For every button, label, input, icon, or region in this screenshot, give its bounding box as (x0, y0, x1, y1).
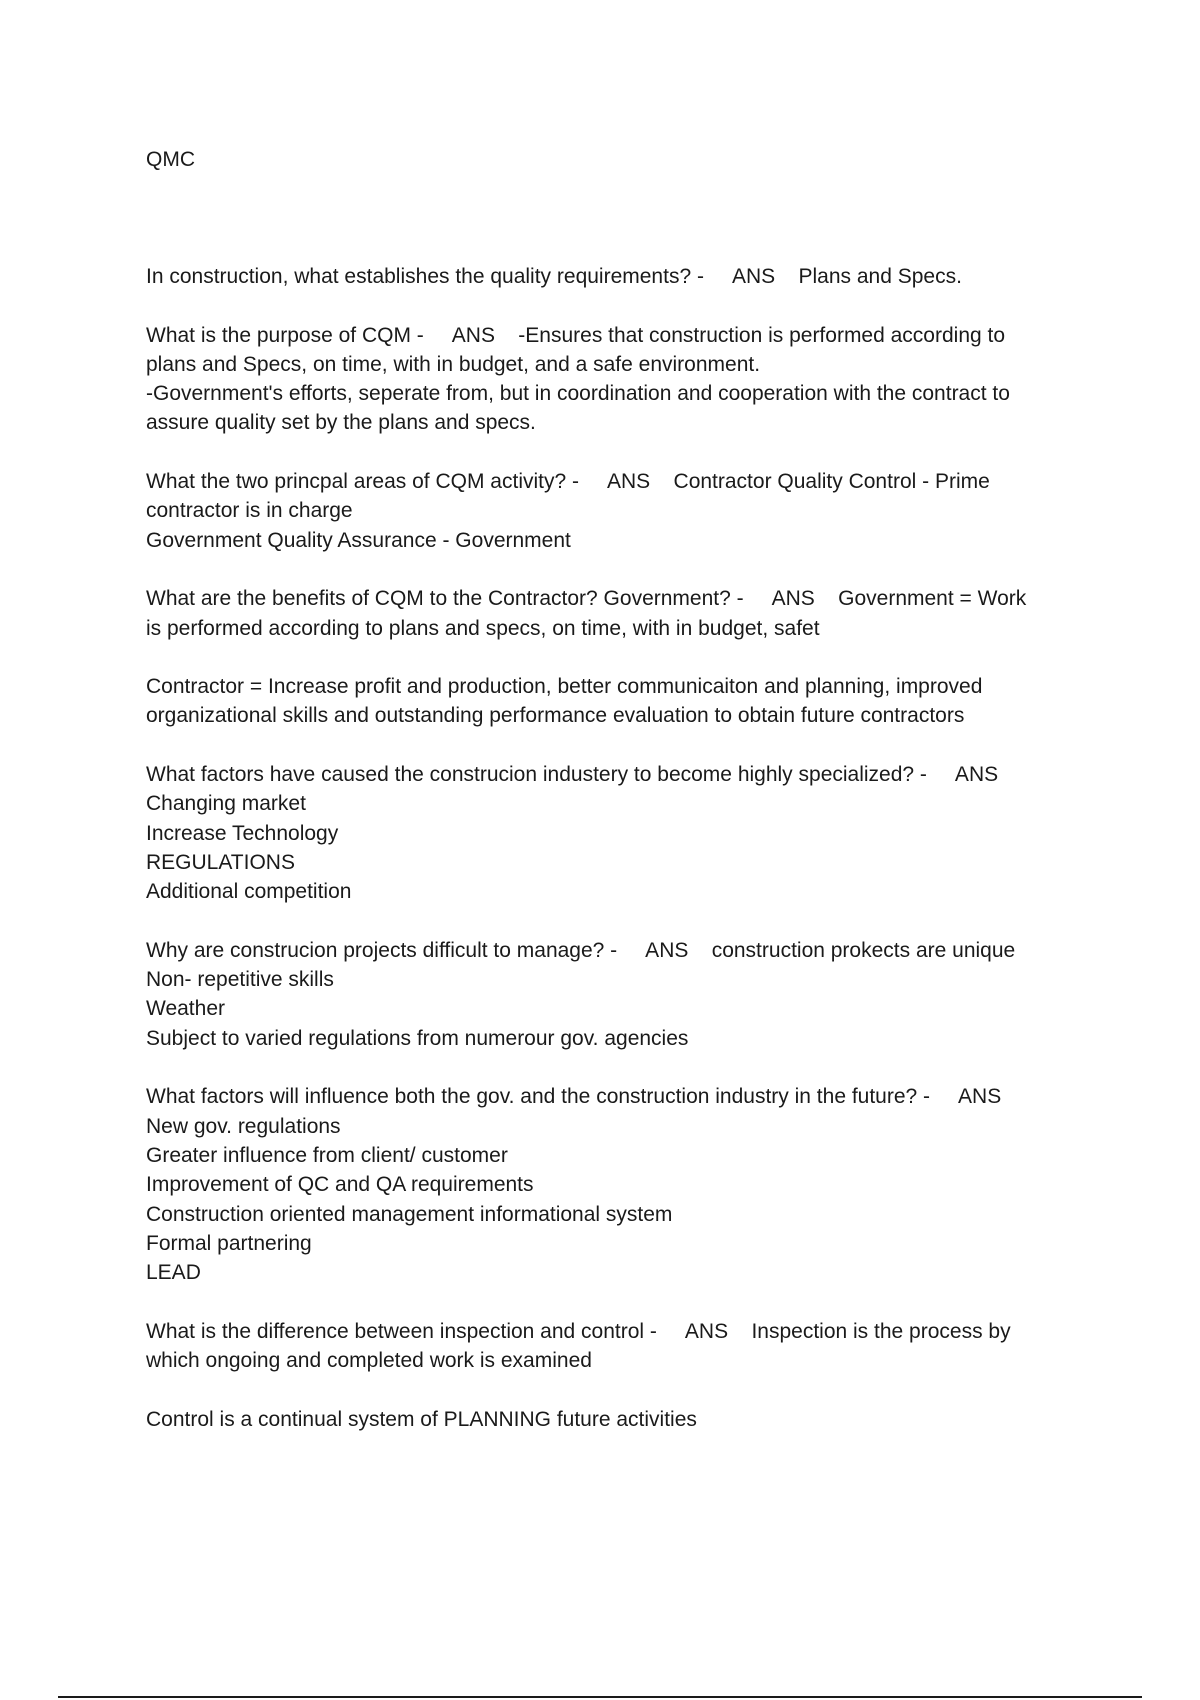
text-line: assure quality set by the plans and specs. (146, 411, 536, 435)
text-line: plans and Specs, on time, with in budget, and a safe environment. (146, 352, 761, 376)
text-line: What factors will influence both the gov. and the construction industry in the future? - ANS (146, 1085, 1002, 1109)
text-line: -Government's efforts, seperate from, but in coordination and cooperation with the contract to (146, 382, 1010, 406)
text-line: What are the benefits of CQM to the Contractor? Government? - ANS Government = Work (146, 587, 1027, 611)
qa-block (146, 1082, 1096, 1287)
text-line: Increase Technology (146, 821, 339, 845)
qa-content (146, 262, 1096, 1463)
text-line: Formal partnering (146, 1231, 312, 1255)
text-line: Government Quality Assurance - Government (146, 528, 571, 552)
qa-block (146, 467, 1096, 555)
text-line: Why are construcion projects difficult to manage? - ANS construction prokects are unique (146, 938, 1016, 962)
text-line: What is the difference between inspection and control - ANS Inspection is the process by (146, 1319, 1011, 1343)
text-line: contractor is in charge (146, 499, 353, 523)
qa-block (146, 672, 1096, 731)
qa-block (146, 1405, 1096, 1434)
text-line: organizational skills and outstanding performance evaluation to obtain future contractors (146, 704, 965, 728)
text-line: In construction, what establishes the quality requirements? - ANS Plans and Specs. (146, 265, 962, 288)
text-line: Greater influence from client/ customer (146, 1143, 508, 1167)
page-bottom-rule (58, 1696, 1142, 1698)
text-line: Contractor = Increase profit and production, better communicaiton and planning, improved (146, 675, 983, 699)
text-line: REGULATIONS (146, 850, 295, 874)
text-line: What the two princpal areas of CQM activity? - ANS Contractor Quality Control - Prime (146, 470, 990, 494)
text-line: Construction oriented management informational system (146, 1202, 673, 1226)
document-title: QMC (146, 148, 195, 171)
text-line: Control is a continual system of PLANNING future activities (146, 1407, 697, 1431)
qa-block (146, 1317, 1096, 1376)
text-line: What factors have caused the construcion industery to become highly specialized? - ANS (146, 763, 999, 787)
text-line: which ongoing and completed work is examined (146, 1348, 592, 1372)
qa-block (146, 936, 1096, 1053)
qa-block (146, 321, 1096, 438)
text-line: Subject to varied regulations from numerour gov. agencies (146, 1026, 689, 1050)
text-line: New gov. regulations (146, 1114, 341, 1138)
qa-block (146, 584, 1096, 643)
text-line: Improvement of QC and QA requirements (146, 1173, 534, 1197)
text-line: LEAD (146, 1261, 201, 1285)
text-line: What is the purpose of CQM - ANS -Ensures that construction is performed according to (146, 323, 1006, 347)
text-line: is performed according to plans and specs, on time, with in budget, safet (146, 616, 820, 640)
text-line: Non- repetitive skills (146, 968, 334, 992)
qa-block (146, 262, 1096, 291)
qa-block (146, 760, 1096, 906)
text-line: Additional competition (146, 880, 352, 904)
text-line: Weather (146, 997, 225, 1021)
text-line: Changing market (146, 792, 306, 816)
